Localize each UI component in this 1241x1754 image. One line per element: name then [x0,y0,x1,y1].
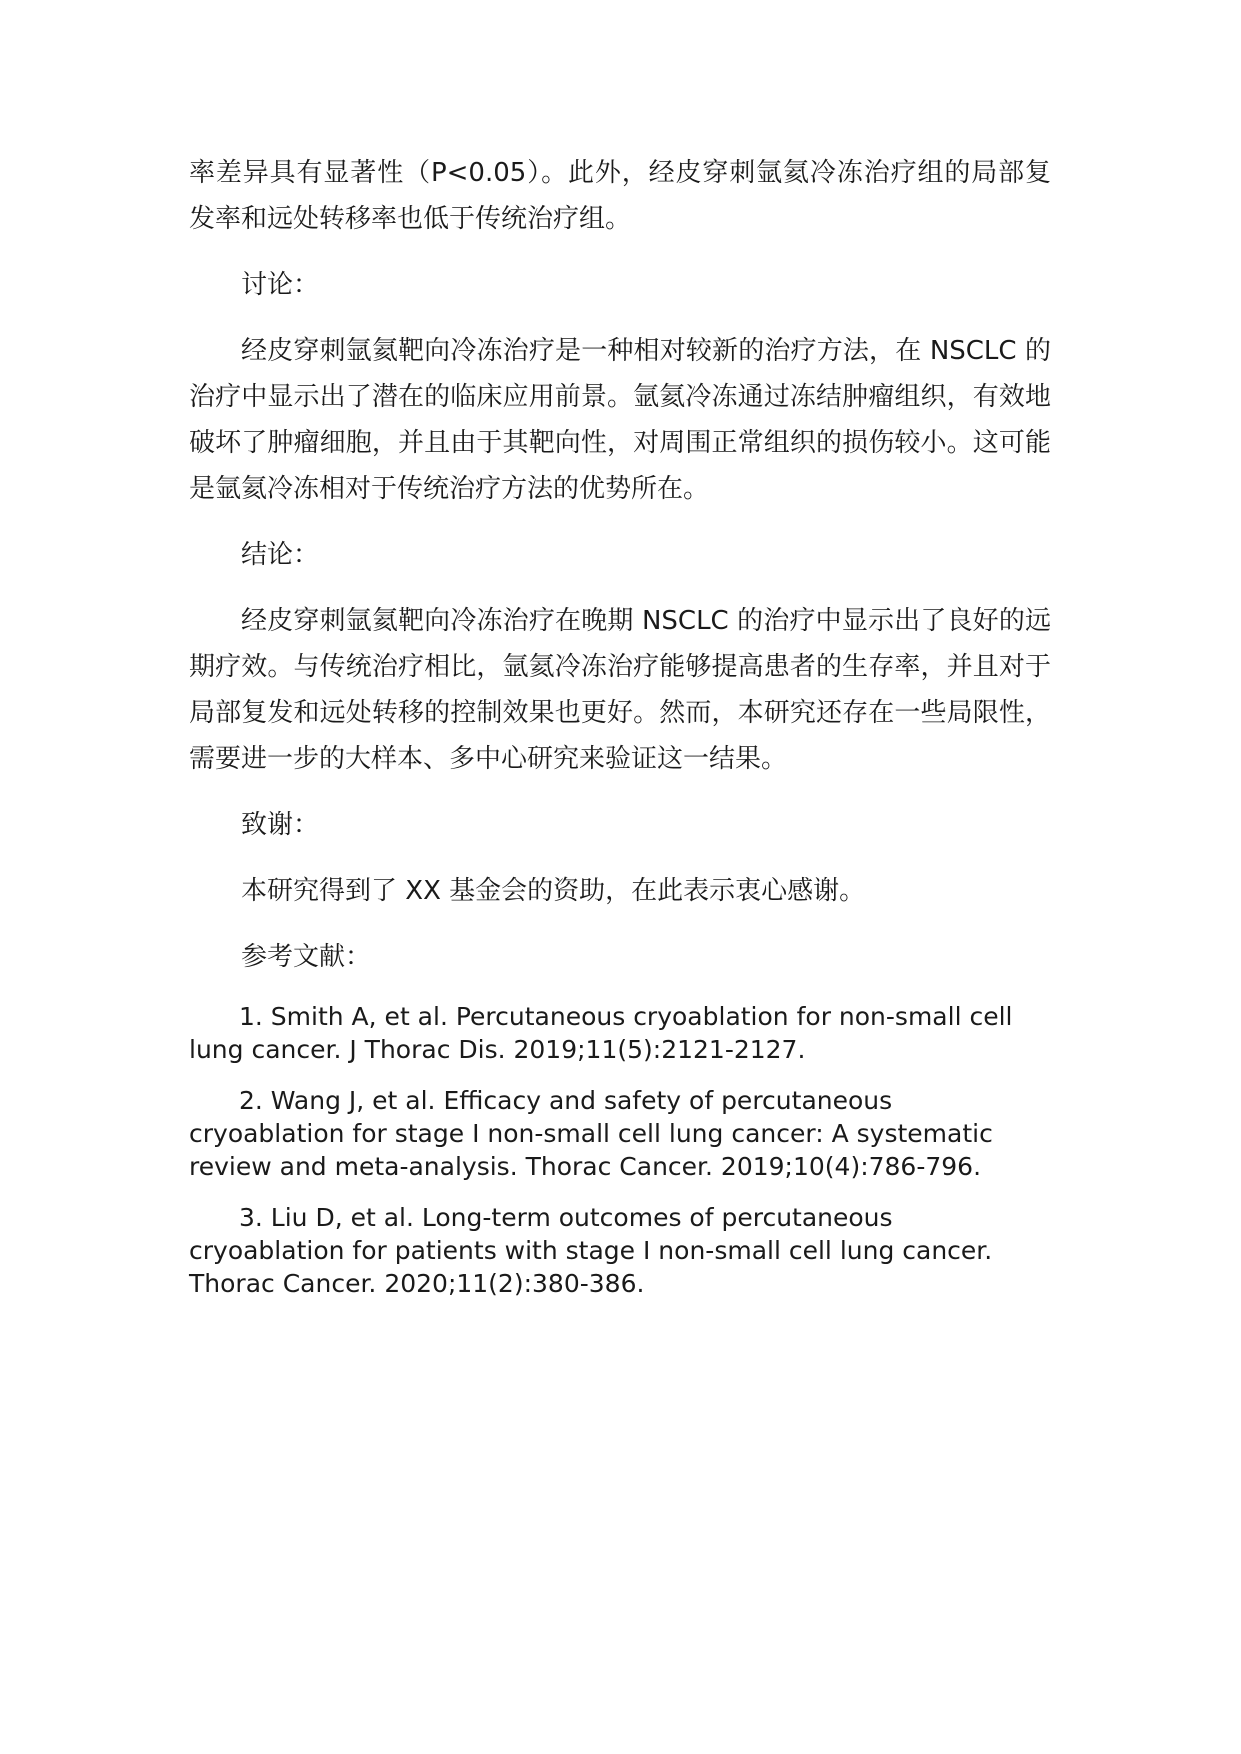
discussion-heading: 讨论： [241,270,320,300]
reference-item: 3. Liu D, et al. Long-term outcomes of percutaneous cryoablation for patients with stage I non-small cell lung cancer. Thorac Cancer. 2020;11(2):380-386. [189,1203,993,1298]
document-page [189,150,1051,1318]
reference-item: 2. Wang J, et al. Efficacy and safety of percutaneous cryoablation for stage I non-small cell lung cancer: A systematic review and meta-analysis. Thorac Cancer. 2019;10(4):786-796. [189,1086,993,1181]
conclusion-heading: 结论： [241,540,320,570]
discussion-paragraph: 经皮穿刺氩氦靶向冷冻治疗是一种相对较新的治疗方法，在 NSCLC 的治疗中显示出了潜在的临床应用前景。氩氦冷冻通过冻结肿瘤组织，有效地破坏了肿瘤细胞，并且由于其靶向性，对周围正常组织的损伤较小。这可能是氩氦冷冻相对于传统治疗方法的优势所在。 [189,336,1051,504]
references-heading: 参考文献： [241,942,372,972]
results-continuation-paragraph: 率差异具有显著性（P<0.05）。此外，经皮穿刺氩氦冷冻治疗组的局部复发率和远处转移率也低于传统治疗组。 [189,158,1051,234]
acknowledgement-heading: 致谢： [241,810,320,840]
conclusion-paragraph: 经皮穿刺氩氦靶向冷冻治疗在晚期 NSCLC 的治疗中显示出了良好的远期疗效。与传统治疗相比，氩氦冷冻治疗能够提高患者的生存率，并且对于局部复发和远处转移的控制效果也更好。然而，本研究还存在一些局限性，需要进一步的大样本、多中心研究来验证这一结果。 [189,606,1051,774]
reference-item: 1. Smith A, et al. Percutaneous cryoablation for non-small cell lung cancer. J Thorac Dis. 2019;11(5):2121-2127. [189,1002,1013,1064]
acknowledgement-paragraph: 本研究得到了 XX 基金会的资助，在此表示衷心感谢。 [241,876,866,906]
